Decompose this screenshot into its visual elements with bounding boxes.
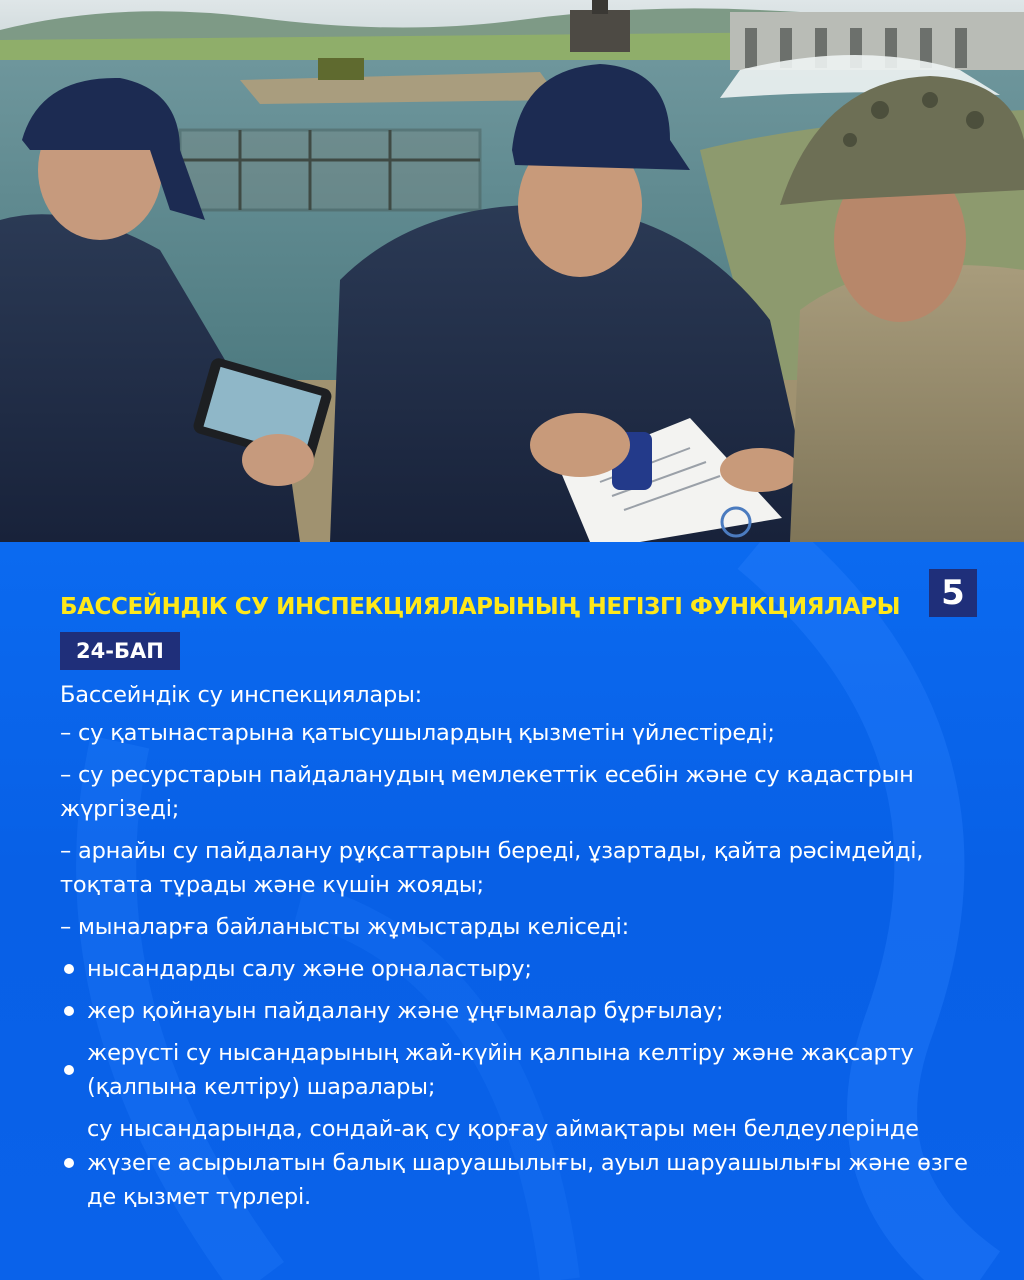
right-inspector	[780, 76, 1024, 542]
bullet-dot-icon	[64, 964, 74, 974]
chapter-badge: 24-БАП	[60, 632, 180, 670]
dash-item: – арнайы су пайдалану рұқсаттарын береді, ұзартады, қайта рәсімдейді, тоқтата тұрады және күшін жояды;	[60, 838, 924, 898]
list-item	[60, 994, 990, 1028]
info-panel	[0, 542, 1024, 1280]
dash-item: – су ресурстарын пайдаланудың мемлекеттік есебін және су кадастрын жүргізеді;	[60, 762, 914, 822]
bullet-list	[60, 952, 990, 1214]
page-title: БАССЕЙНДІК СУ ИНСПЕКЦИЯЛАРЫНЫҢ НЕГІЗГІ ФУНКЦИЯЛАРЫ	[60, 594, 901, 620]
bullet-dot-icon	[64, 1158, 74, 1168]
photo-illustration	[0, 0, 1024, 542]
list-item	[60, 1112, 990, 1214]
bullet-dot-icon	[64, 1065, 74, 1075]
dash-item: – мыналарға байланысты жұмыстарды келіседі:	[60, 914, 630, 940]
list-item	[60, 952, 990, 986]
list-item-text: нысандарды салу және орналастыру;	[87, 956, 532, 982]
intro-text: Бассейндік су инспекциялары:	[60, 682, 423, 708]
list-item-text: жерүсті су нысандарының жай-күйін қалпына келтіру және жақсарту (қалпына келтіру) шаралары;	[87, 1040, 914, 1100]
list-item-text: су нысандарында, сондай-ақ су қорғау аймақтары мен белдеулерінде жүзеге асырылатын балық шаруашылығы, ауыл шаруашылығы және өзге де қызмет түрлері.	[87, 1116, 968, 1210]
bullet-dot-icon	[64, 1006, 74, 1016]
list-item	[60, 1036, 990, 1104]
inspectors-photo	[0, 0, 1024, 542]
functions-content	[60, 678, 990, 1222]
dash-item: – су қатынастарына қатысушылардың қызметін үйлестіреді;	[60, 720, 775, 746]
list-item-text: жер қойнауын пайдалану және ұңғымалар бұрғылау;	[87, 998, 724, 1024]
page-number-badge: 5	[929, 569, 977, 617]
